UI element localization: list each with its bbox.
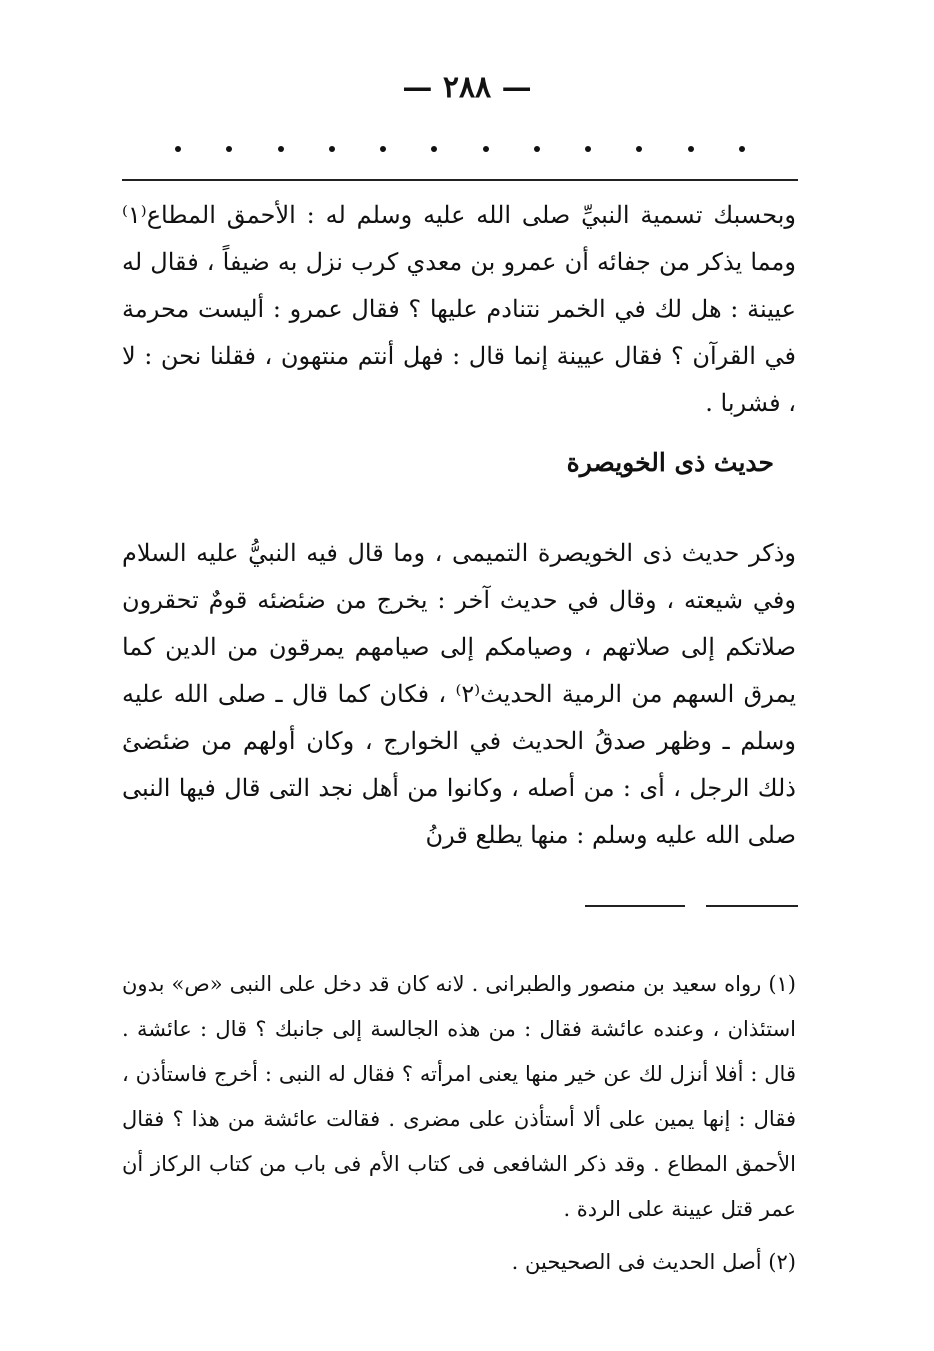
decorative-dot (278, 146, 284, 152)
decorative-dot (636, 146, 642, 152)
decorative-dot-row (175, 134, 745, 164)
footnote-2: (٢) أصل الحديث فى الصحيحين . (511, 1250, 796, 1274)
header-rule (122, 179, 798, 181)
decorative-dot (380, 146, 386, 152)
decorative-dot (226, 146, 232, 152)
decorative-dot (431, 146, 437, 152)
page-number: — ٢٨٨ — (402, 70, 532, 105)
section-heading: حديث ذى الخويصرة (566, 448, 774, 477)
decorative-dot (585, 146, 591, 152)
body-paragraph-1: وبحسبك تسمية النبيِّ صلى الله عليه وسلم له : الأحمق المطاع⁽١⁾ ومما يذكر من جفائه أن عمرو بن معدي كرب نزل به ضيفاً ، فقال له عيينة : هل لك في الخمر نتنادم عليها ؟ فقال عمرو : أليست محرمة في القرآن ؟ فقال عيينة إنما قال : فهل أنتم منتهون ، فقلنا نحن : لا ، فشربا . (122, 201, 796, 417)
decorative-dot (175, 146, 181, 152)
decorative-dot (739, 146, 745, 152)
footnote-1: (١) رواه سعيد بن منصور والطبرانى . لانه كان قد دخل على النبى «ص» بدون استئذان ، وعنده عائشة فقال : من هذه الجالسة إلى جانبك ؟ قال : عائشة . قال : أفلا أنزل لك عن خير منها يعنى امرأته ؟ فقال له النبى : أخرج فاستأذن ، فقال : إنها يمين على ألا أستأذن على مضرى . فقالت عائشة من هذا ؟ فقال الأحمق المطاع . وقد ذكر الشافعى فى كتاب الأم فى باب من كتاب الركاز أن عمر قتل عيينة على الردة . (122, 972, 796, 1221)
decorative-dot (483, 146, 489, 152)
footnote-separator-right (706, 905, 798, 907)
decorative-dot (688, 146, 694, 152)
footnote-separator-left (585, 905, 685, 907)
decorative-dot (534, 146, 540, 152)
body-paragraph-2: وذكر حديث ذى الخويصرة التميمى ، وما قال فيه النبيُّ عليه السلام وفي شيعته ، وقال في حديث آخر : يخرج من ضئضئه قومٌ تحقرون صلاتكم إلى صلاتهم ، وصيامكم إلى صيامهم يمرقون من الدين كما يمرق السهم من الرمية الحديث⁽٢⁾ ، فكان كما قال ـ صلى الله عليه وسلم ـ وظهر صدقُ الحديث في الخوارج ، وكان أولهم من ضئضئ ذلك الرجل ، أى : من أصله ، وكانوا من أهل نجد التى قال فيها النبى صلى الله عليه وسلم : منها يطلع قرنُ (122, 539, 797, 849)
decorative-dot (329, 146, 335, 152)
